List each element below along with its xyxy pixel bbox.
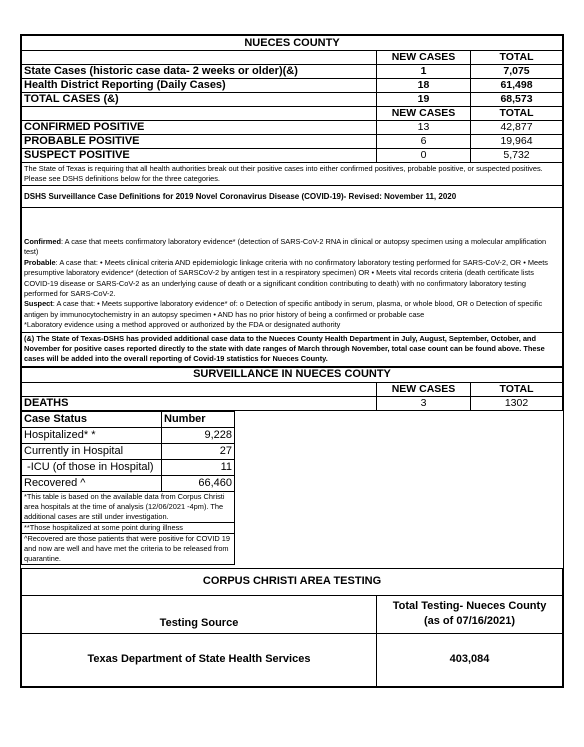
status-label: Currently in Hospital bbox=[22, 443, 162, 459]
row-total: 61,498 bbox=[471, 79, 563, 93]
header-total-testing bbox=[377, 595, 563, 633]
row-total: 42,877 bbox=[471, 121, 563, 135]
table-row bbox=[22, 396, 563, 410]
county-title: NUECES COUNTY bbox=[22, 36, 563, 51]
header-new-cases: NEW CASES bbox=[377, 382, 471, 396]
row-label: Health District Reporting (Daily Cases) bbox=[22, 79, 377, 93]
table-row bbox=[22, 427, 235, 443]
table-row bbox=[22, 79, 563, 93]
suspect-label: Suspect bbox=[24, 299, 53, 309]
testing-table bbox=[21, 568, 563, 687]
status-label: -ICU (of those in Hospital) bbox=[22, 459, 162, 475]
row-new: 0 bbox=[377, 149, 471, 163]
row-total: 19,964 bbox=[471, 135, 563, 149]
suspect-definition bbox=[24, 299, 560, 320]
status-label: Hospitalized* * bbox=[22, 427, 162, 443]
header-total: TOTAL bbox=[471, 51, 563, 65]
row-new: 6 bbox=[377, 135, 471, 149]
header-blank bbox=[22, 51, 377, 65]
testing-source: Texas Department of State Health Services bbox=[22, 633, 377, 686]
total-testing-label: Total Testing- Nueces County bbox=[392, 600, 547, 613]
table-row bbox=[22, 459, 235, 475]
table-row bbox=[22, 135, 563, 149]
confirmed-definition bbox=[24, 237, 560, 258]
testing-total: 403,084 bbox=[377, 633, 563, 686]
row-label: State Cases (historic case data- 2 weeks or older)(&) bbox=[22, 65, 377, 79]
state-data-note: (&) The State of Texas-DSHS has provided additional case data to the Nueces County Health Department in July, August, September, October, and November for positive cases reported directly to the state with date ranges of March through November, total case count can be found above. These cases will be added into the overall reporting of Covid-19 statistics for Nueces County. bbox=[22, 332, 563, 366]
header-number: Number bbox=[162, 411, 235, 427]
status-value: 9,228 bbox=[162, 427, 235, 443]
definitions-block bbox=[22, 208, 563, 333]
row-new: 13 bbox=[377, 121, 471, 135]
table-row bbox=[22, 65, 563, 79]
row-new: 1 bbox=[377, 65, 471, 79]
testing-title: CORPUS CHRISTI AREA TESTING bbox=[22, 568, 563, 595]
header-testing-source: Testing Source bbox=[22, 595, 377, 633]
table-row bbox=[22, 121, 563, 135]
header-total: TOTAL bbox=[471, 382, 563, 396]
row-label: SUSPECT POSITIVE bbox=[22, 149, 377, 163]
total-testing-date: (as of 07/16/2021) bbox=[423, 615, 516, 628]
row-total: 68,573 bbox=[471, 93, 563, 107]
table-row bbox=[22, 443, 235, 459]
cases-table bbox=[21, 35, 563, 367]
header-new-cases: NEW CASES bbox=[377, 107, 471, 121]
deaths-label: DEATHS bbox=[22, 396, 377, 410]
deaths-new: 3 bbox=[377, 396, 471, 410]
confirmed-label: Confirmed bbox=[24, 237, 61, 246]
row-label: TOTAL CASES (&) bbox=[22, 93, 377, 107]
header-new-cases: NEW CASES bbox=[377, 51, 471, 65]
status-value: 11 bbox=[162, 459, 235, 475]
header-case-status: Case Status bbox=[22, 411, 162, 427]
table-row bbox=[22, 475, 235, 491]
row-label: PROBABLE POSITIVE bbox=[22, 135, 377, 149]
classification-note: The State of Texas is requiring that all health authorities break out their positive cases into either confirmed positives, probable positive, or suspected positives. Please see DSHS definitions below for the three categories. bbox=[22, 163, 563, 186]
row-total: 5,732 bbox=[471, 149, 563, 163]
table-row bbox=[22, 93, 563, 107]
report-frame bbox=[20, 34, 564, 688]
status-note-recovered: ^Recovered are those patients that were positive for COVID 19 and now are well and have met the criteria to be released from quarantine. bbox=[22, 533, 235, 564]
definitions-heading: DSHS Surveillance Case Definitions for 2019 Novel Coronavirus Disease (COVID-19)- Revised: November 11, 2020 bbox=[22, 186, 563, 208]
surveillance-table bbox=[21, 367, 563, 411]
status-label: Recovered ^ bbox=[22, 475, 162, 491]
row-total: 7,075 bbox=[471, 65, 563, 79]
header-total: TOTAL bbox=[471, 107, 563, 121]
row-new: 19 bbox=[377, 93, 471, 107]
probable-definition bbox=[24, 258, 560, 300]
status-value: 27 bbox=[162, 443, 235, 459]
surveillance-title: SURVEILLANCE IN NUECES COUNTY bbox=[22, 367, 563, 382]
header-blank bbox=[22, 382, 377, 396]
table-row bbox=[22, 149, 563, 163]
status-note-hospitalized: **Those hospitalized at some point during illness bbox=[22, 522, 235, 533]
status-value: 66,460 bbox=[162, 475, 235, 491]
table-row bbox=[22, 633, 563, 686]
lab-evidence-note: *Laboratory evidence using a method approved or authorized by the FDA or designated authority bbox=[24, 320, 341, 330]
suspect-text: : A case that: • Meets supportive laboratory evidence* of: o Detection of specific antibody in serum, plasma, or whole blood, OR o Detection of specific antigen by immunocytochemistry in an autopsy specimen • AND has no prior history of being a confirmed or probable case bbox=[24, 299, 543, 319]
case-status-table bbox=[21, 411, 235, 565]
header-blank bbox=[22, 107, 377, 121]
probable-text: : A case that: • Meets clinical criteria AND epidemiologic linkage criteria with no confirmatory laboratory testing performed for SARS-CoV-2, OR • Meets presumptive laboratory evidence* (detection of SARSCoV-2 by antigen test in a respiratory specimen) OR • Meets vital records criteria (death certificate lists COVID-19 disease or SARS-CoV-2 as an underlying cause of death or a significant condition contributing to death) with no confirmatory laboratory testing performed for SARS-CoV-2. bbox=[24, 257, 548, 299]
status-note-analysis: *This table is based on the available data from Corpus Christi area hospitals at the time of analysis (12/06/2021 -4pm). The additional cases are still under investigation. bbox=[22, 491, 235, 522]
deaths-total: 1302 bbox=[471, 396, 563, 410]
row-label: CONFIRMED POSITIVE bbox=[22, 121, 377, 135]
row-new: 18 bbox=[377, 79, 471, 93]
confirmed-text: : A case that meets confirmatory laboratory evidence* (detection of SARS-CoV-2 RNA in clinical or autopsy specimen using a molecular amplification test) bbox=[24, 237, 547, 257]
probable-label: Probable bbox=[24, 257, 56, 267]
